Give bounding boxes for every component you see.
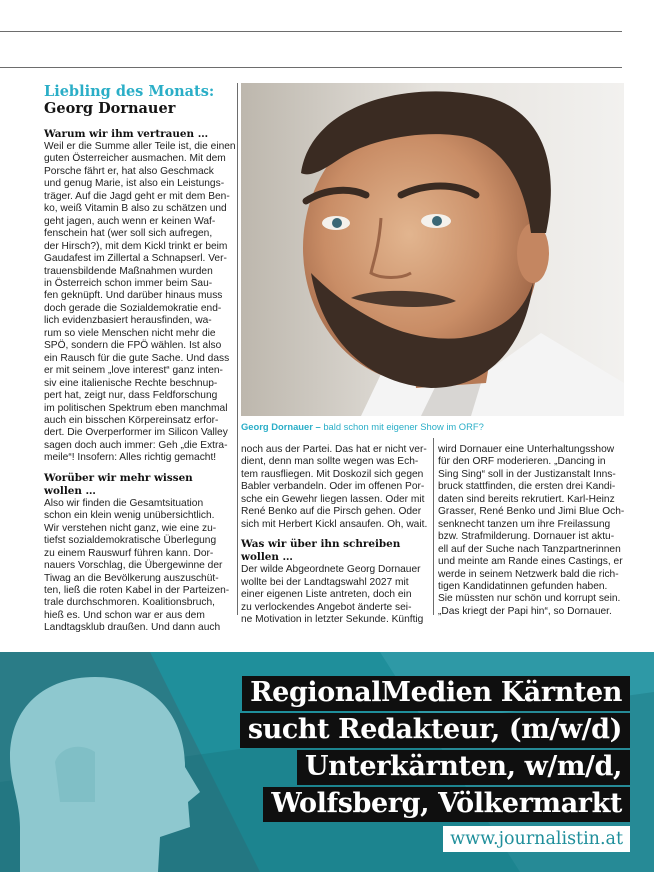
text-line: sagen doch auch immer: Geh „die Extra- <box>44 439 228 451</box>
text-line: zu einem Rauswurf führen kann. Dor- <box>44 547 214 559</box>
text-line: sich mit Herbert Kickl ansaufen. Oh, wait. <box>241 518 428 530</box>
text-line: und meinte am Rande eines Castings, er <box>438 556 623 568</box>
caption-text: bald schon mit eigener Show im ORF? <box>323 421 484 432</box>
text-line: ein Rausch für die gute Sache. Und dass <box>44 352 230 364</box>
photo-caption <box>241 421 624 433</box>
text-line: tiefst sozialdemokratische Überlegung <box>44 535 217 547</box>
text-line: ell auf der Suche nach Tanzpartnerinnen <box>438 543 621 555</box>
text-line: fenschein hat (wer soll sich aufregen, <box>44 228 213 240</box>
text-line: „Das kriegt der Papi hin“, so Dornauer. <box>438 605 612 617</box>
text-line: senknecht tanzen um ihre Freilassung <box>438 518 611 530</box>
text-line: trauensbildende Maßnahmen wurden <box>44 265 213 277</box>
text-line: der Hirsch?), mit dem Kickl trinkt er beim <box>44 240 228 252</box>
text-line: Landtagsklub draußen. Und dann auch <box>44 622 221 634</box>
text-line: René Benko auf die Pirsch gehen. Oder <box>241 506 422 518</box>
text-line: träger. Auf die Jagd geht er mit dem Ben- <box>44 190 230 202</box>
text-line: meile“! Insofern: Alles richtig gemacht! <box>44 452 217 464</box>
article-column-1 <box>44 128 234 635</box>
text-line: tigen Kandidatinnen gefunden haben. <box>438 580 608 592</box>
text-line: SPÖ, sondern die FPÖ wählen. Ist also <box>44 340 222 352</box>
text-line: er mit seinem „love interest“ ganz inten- <box>44 365 223 377</box>
text-line: Grasser, René Benko und Jimi Blue Och- <box>438 506 625 518</box>
text-line: noch aus der Partei. Das hat er nicht ver- <box>241 444 427 455</box>
section-heading-learn-more: Worüber wir mehr wissen wollen … <box>44 471 193 497</box>
text-line: wollte bei der Landtagswahl 2027 mit <box>241 576 409 588</box>
text-line: fen geknüpft. Und darüber hinaus muss <box>44 290 223 302</box>
section-text-learn-more <box>44 498 234 635</box>
text-line: sche ein Gewehr liegen lassen. Oder mit <box>241 493 425 505</box>
text-line: Weil er die Summe aller Teile ist, die einen <box>44 141 236 152</box>
ad-line-3: Unterkärnten, w/m/d, <box>297 750 630 785</box>
text-line: zu verlockendes Angebot änderte sei- <box>241 601 412 613</box>
text-line: ko, weiß Vitamin B also zu schätzen und <box>44 203 227 215</box>
caption-name: Georg Dornauer – <box>241 421 321 432</box>
text-line: daten sind bereits rekrutiert. Karl-Heinz <box>438 493 615 505</box>
section-heading-trust: Warum wir ihm vertrauen … <box>44 128 209 140</box>
text-line: einer eigenen Liste antreten, doch ein <box>241 589 412 601</box>
article-column-3 <box>438 444 624 618</box>
ad-line-2: sucht Redakteur, (m/w/d) <box>240 713 630 748</box>
text-line: ten, ließ die roten Kabel in der Parteizen- <box>44 584 230 596</box>
section-text-trust <box>44 141 234 465</box>
job-advertisement[interactable] <box>0 652 654 872</box>
ad-line-1: RegionalMedien Kärnten <box>242 676 630 711</box>
text-line: Porsche fährt er, hat also Geschmack <box>44 165 214 177</box>
text-line: Sie müssten nur schön und korrupt sein. <box>438 593 621 605</box>
column-divider-2 <box>433 438 434 615</box>
text-line: dert. Die Overperformer im Silicon Valley <box>44 427 228 439</box>
ad-url-link[interactable]: www.journalistin.at <box>443 826 630 852</box>
text-line: lich evidenzbasiert herausfinden, wa- <box>44 315 212 327</box>
section-text-write-about-cont <box>438 444 624 618</box>
text-line: siv eine italienische Rechte beschnup- <box>44 377 218 389</box>
column-divider-1 <box>237 83 238 615</box>
article-kicker: Liebling des Monats: <box>44 83 215 100</box>
text-line: guten Österreicher ausmachen. Mit dem <box>44 153 226 165</box>
text-line: ne Motivation in letzter Sekunde. Künftig <box>241 613 424 625</box>
portrait-illustration <box>241 83 624 416</box>
article-column-2 <box>241 444 429 626</box>
text-line: im politischen Spektrum eben manchmal <box>44 402 228 414</box>
text-line: bzw. Strafmilderung. Dornauer ist aktu- <box>438 531 615 543</box>
section-heading-write-about: Was wir über ihn schreiben wollen … <box>241 538 401 564</box>
text-line: doch gerade die Sozialdemokratie end- <box>44 302 222 314</box>
text-line: schon ein klein wenig unübersichtlich. <box>44 510 215 522</box>
section-text-learn-more-cont <box>241 444 429 531</box>
section-text-write-about <box>241 564 429 626</box>
text-line: Also wir finden die Gesamtsituation <box>44 497 204 509</box>
text-line: werde in seinem Netzwerk bald die rich- <box>438 568 619 580</box>
text-line: auch ein bisschen Körpereinsatz erfor- <box>44 414 219 426</box>
text-line: trale durchschmoren. Koalitionsbruch, <box>44 597 216 609</box>
text-line: wird Dornauer eine Unterhaltungsshow <box>438 444 615 455</box>
header-rule-bottom <box>0 67 622 68</box>
text-line: Tiwag an die Bevölkerung auszuschüt- <box>44 572 219 584</box>
text-line: nauers Vorschlag, die Übergewinne der <box>44 560 223 572</box>
text-line: hieß es. Und schon war er aus dem <box>44 609 205 621</box>
text-line: rum so viele Menschen nicht mehr die <box>44 327 216 339</box>
text-line: Wir verstehen nicht ganz, wie eine zu- <box>44 522 217 534</box>
text-line: dient, denn man sollte wegen was Ech- <box>241 456 419 468</box>
portrait-photo <box>241 83 624 416</box>
text-line: bruck stattfinden, die ersten drei Kandi- <box>438 481 616 493</box>
text-line: und genug Marie, ist also ein Leistungs- <box>44 178 225 190</box>
text-line: Babler verbandeln. Oder im offenen Por- <box>241 481 425 493</box>
text-line: in Österreich schon immer beim Sau- <box>44 277 213 289</box>
header-rule-top <box>0 31 622 32</box>
ad-line-4: Wolfsberg, Völkermarkt <box>263 787 630 822</box>
text-line: geht jagen, auch wenn er keinen Waf- <box>44 215 216 227</box>
text-line: Sing Sing“ soll in der Justizanstalt Inns- <box>438 468 616 480</box>
text-line: pert hat, zeigt nur, dass Feldforschung <box>44 390 218 402</box>
text-line: Der wilde Abgeordnete Georg Dornauer <box>241 564 421 576</box>
text-line: Gaudafest im Zillertal a Schnapserl. Ver- <box>44 253 227 265</box>
text-line: tem rausfliegen. Mit Doskozil sich gegen <box>241 468 424 480</box>
article-headline: Georg Dornauer <box>44 100 176 117</box>
text-line: für den ORF moderieren. „Dancing in <box>438 456 606 468</box>
